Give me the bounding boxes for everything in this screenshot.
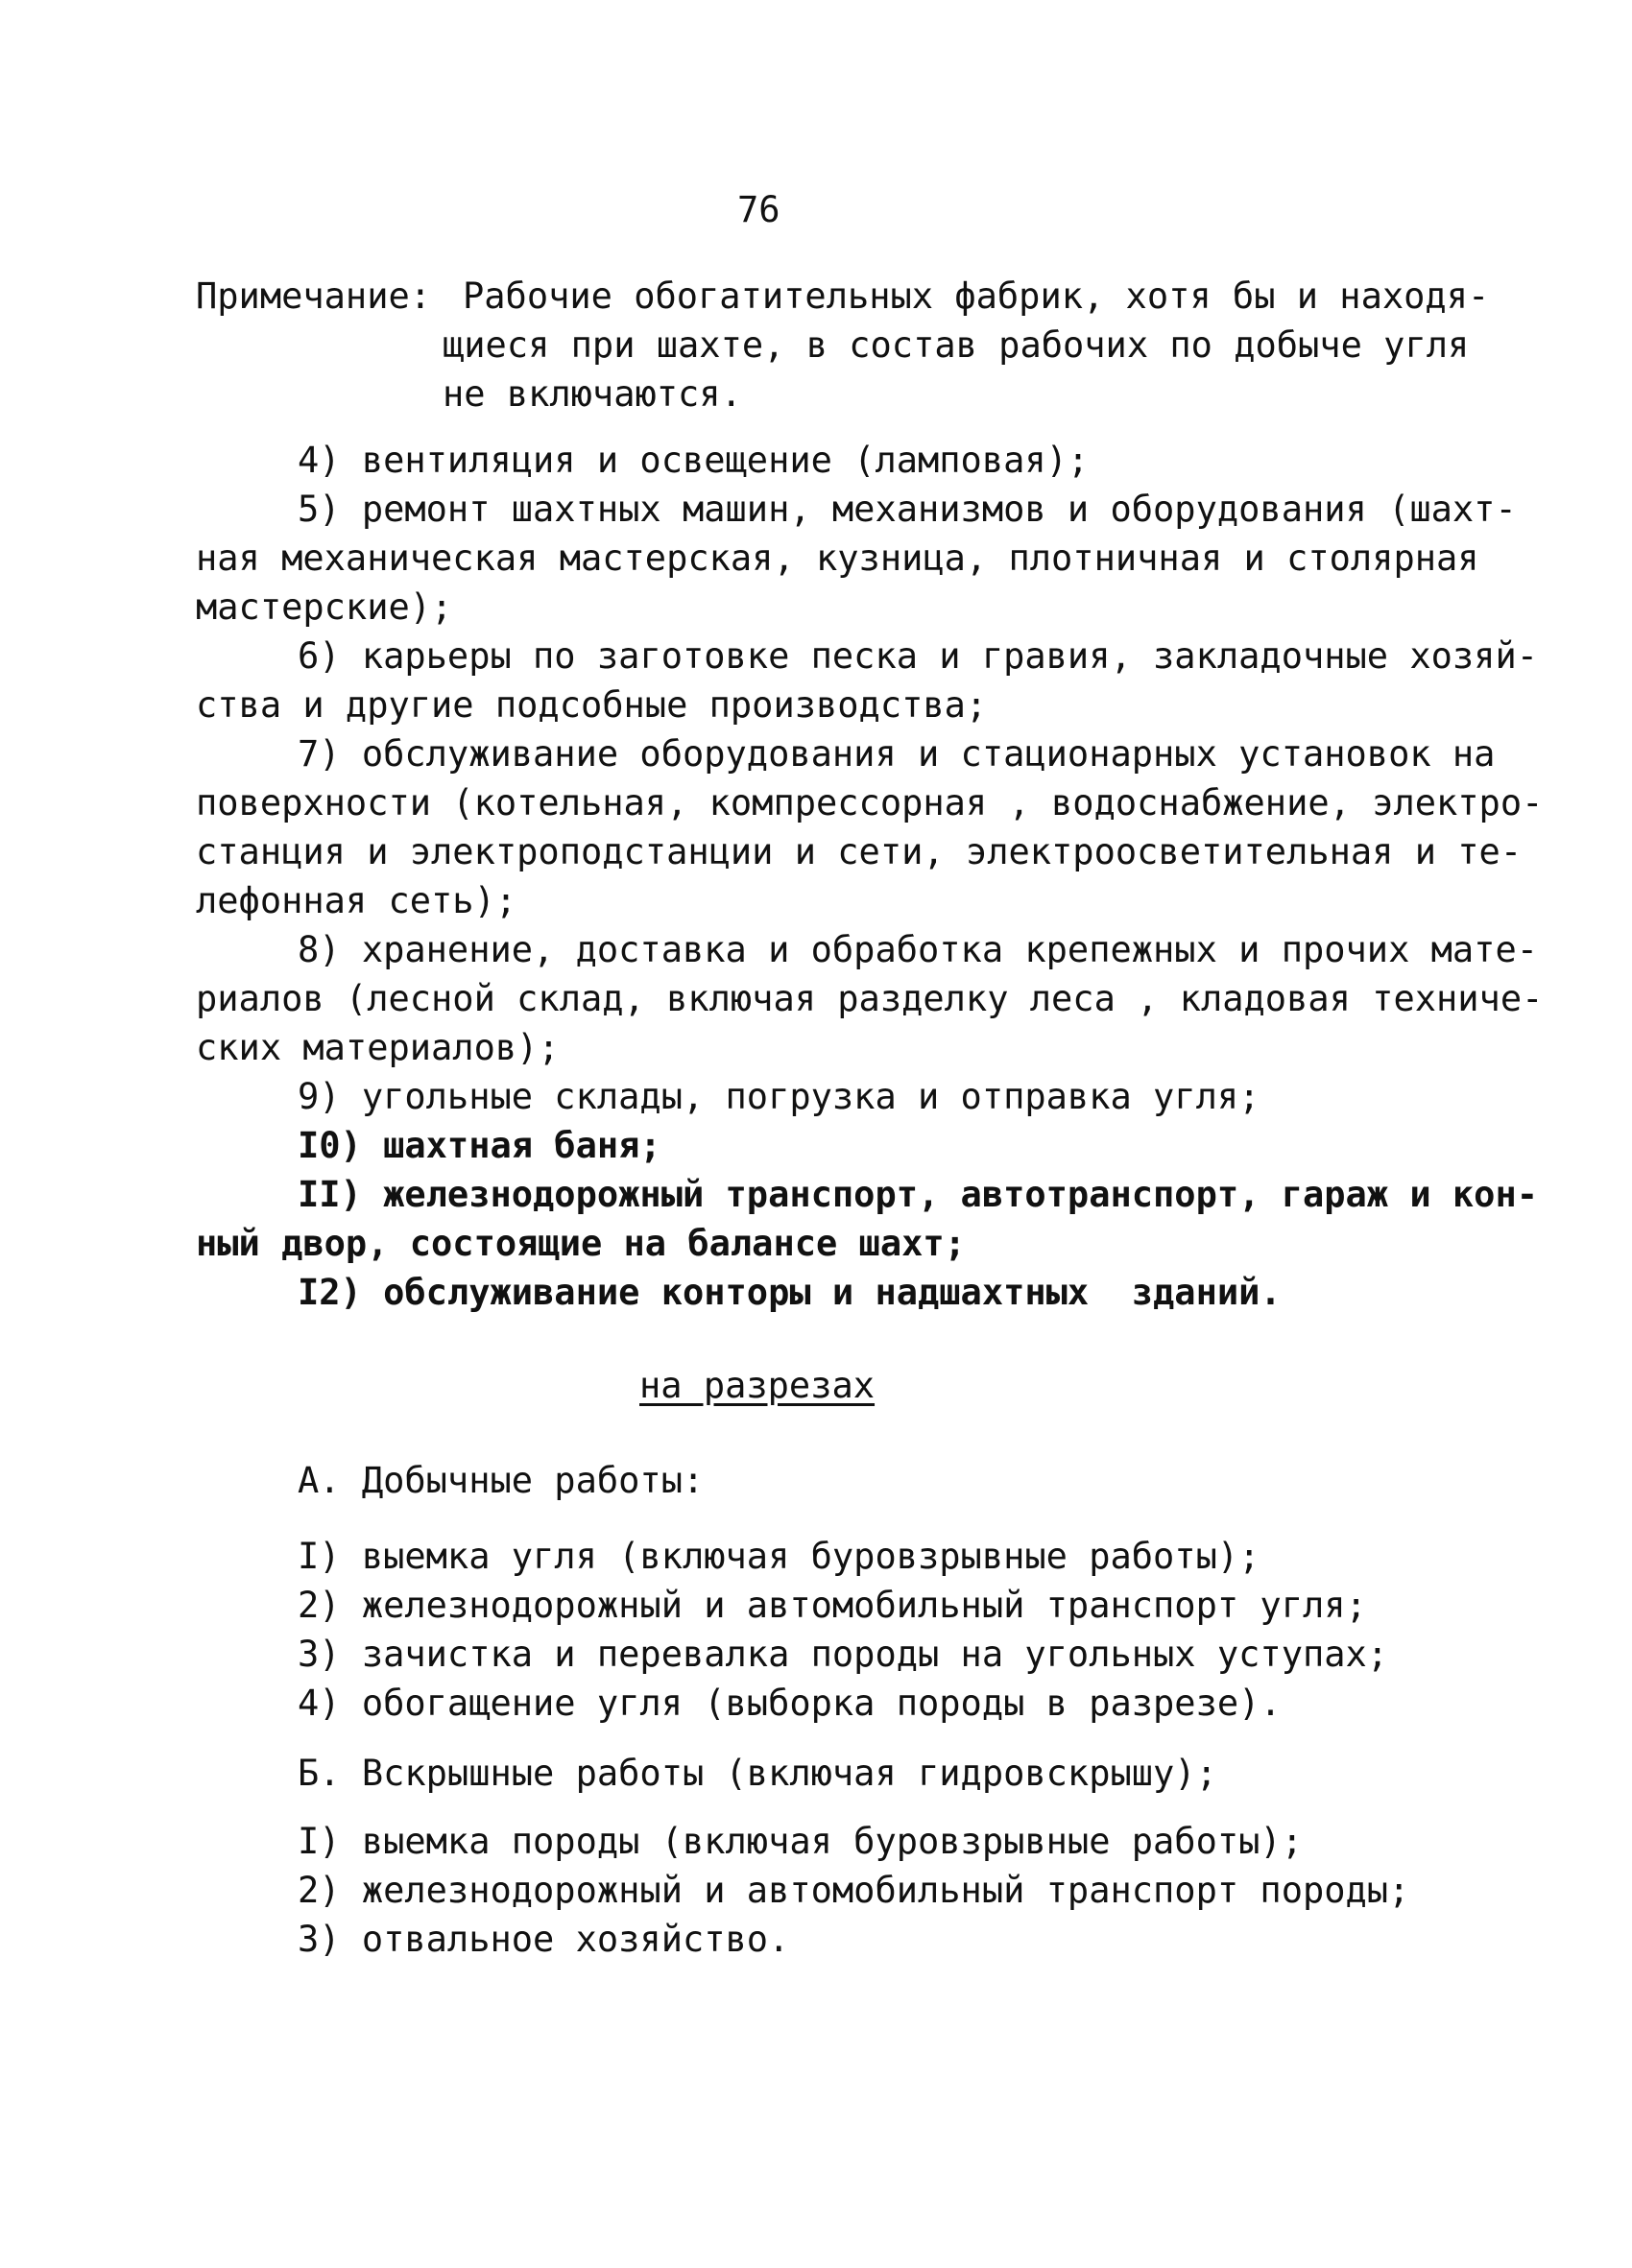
list-item-10: I0) шахтная баня; [298, 1125, 661, 1166]
list-item-7-cont: станция и электроподстанции и сети, электроосветительная и те- [196, 831, 1523, 872]
section-title: на разрезах [639, 1365, 876, 1406]
section-a-item: I) выемка угля (включая буровзрывные работы); [298, 1536, 1260, 1577]
note-line: щиеся при шахте, в состав рабочих по добыче угля [443, 324, 1470, 366]
list-item-5-cont: мастерские); [196, 586, 453, 628]
list-item-5: 5) ремонт шахтных машин, механизмов и оборудования (шахт- [298, 489, 1517, 530]
list-item-7: 7) обслуживание оборудования и стационарных установок на [298, 733, 1496, 775]
list-item-12: I2) обслуживание конторы и надшахтных зданий. [298, 1272, 1282, 1313]
note-line: Рабочие обогатительных фабрик, хотя бы и находя- [463, 275, 1490, 317]
section-a-item: 3) зачистка и перевалка породы на угольных уступах; [298, 1634, 1389, 1675]
list-item-9: 9) угольные склады, погрузка и отправка угля; [298, 1076, 1260, 1117]
note-label: Примечание: [196, 275, 432, 317]
list-item-5-cont: ная механическая мастерская, кузница, плотничная и столярная [196, 537, 1479, 579]
list-item-11-cont: ный двор, состоящие на балансе шахт; [196, 1223, 966, 1264]
list-item-7-cont: лефонная сеть); [196, 880, 517, 921]
list-item-8-cont: ских материалов); [196, 1027, 560, 1068]
list-item-6-cont: ства и другие подсобные производства; [196, 684, 988, 726]
list-item-8-cont: риалов (лесной склад, включая разделку леса , кладовая техниче- [196, 978, 1544, 1019]
list-item-11: II) железнодорожный транспорт, автотранспорт, гараж и кон- [298, 1174, 1539, 1215]
section-a-heading: А. Добычные работы: [298, 1460, 705, 1501]
section-a-item: 4) обогащение угля (выборка породы в разрезе). [298, 1683, 1282, 1724]
page-number: 76 [737, 189, 780, 230]
list-item-7-cont: поверхности (котельная, компрессорная , водоснабжение, электро- [196, 782, 1544, 824]
list-item-6: 6) карьеры по заготовке песка и гравия, закладочные хозяй- [298, 635, 1539, 677]
section-b-item: I) выемка породы (включая буровзрывные работы); [298, 1821, 1303, 1862]
section-a-item: 2) железнодорожный и автомобильный транспорт угля; [298, 1585, 1367, 1626]
note-line: не включаются. [443, 373, 742, 415]
section-b-item: 3) отвальное хозяйство. [298, 1919, 790, 1960]
list-item-4: 4) вентиляция и освещение (ламповая); [298, 440, 1090, 481]
section-b-heading: Б. Вскрышные работы (включая гидровскрышу); [298, 1753, 1217, 1794]
section-b-item: 2) железнодорожный и автомобильный транспорт породы; [298, 1870, 1410, 1911]
list-item-8: 8) хранение, доставка и обработка крепежных и прочих мате- [298, 929, 1539, 970]
